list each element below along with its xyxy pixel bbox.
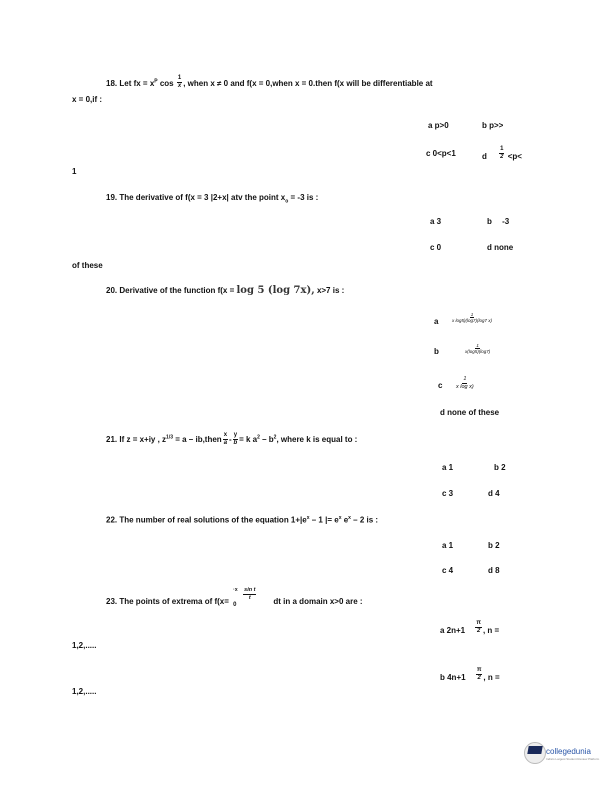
q23-text-a: The points of extrema of f(x= bbox=[119, 597, 229, 607]
q20-line bbox=[106, 286, 344, 296]
q18-option-d bbox=[482, 146, 522, 160]
q23-int-fraction: $\frac{\text{sin t}}{t}$ bbox=[244, 587, 256, 601]
q21-line bbox=[106, 433, 357, 447]
q22-sup1: x bbox=[306, 515, 310, 521]
q20-option-b-den: x(log5)(log7) bbox=[465, 349, 491, 355]
q23-option-b-tail: , n = bbox=[483, 673, 500, 683]
q21-frac-y: $\frac{y}{b}$ bbox=[233, 432, 238, 446]
q19-option-overflow: of these bbox=[72, 261, 103, 270]
q19-sub0: o bbox=[285, 198, 289, 205]
q21-sup: 1/3 bbox=[166, 434, 173, 441]
q19-option-a: a 3 bbox=[430, 217, 442, 226]
q19-text-tail: = -3 is : bbox=[290, 193, 319, 202]
q22-text-a: The number of real solutions of the equation 1+|e bbox=[119, 515, 307, 525]
q20-option-c-den: x log x) bbox=[456, 383, 474, 390]
q21-frac-x: $\frac{x}{a}$ bbox=[223, 432, 228, 446]
q20-option-a-den: x log5)(log7)(log7 x) bbox=[452, 318, 493, 324]
q18-text-b: cos bbox=[159, 79, 174, 89]
q23-option-b-fraction: $\frac{\pi}{2}$ bbox=[476, 667, 482, 681]
graduation-cap-icon bbox=[524, 742, 546, 764]
logo-name: collegedunia bbox=[546, 747, 591, 756]
q21-text-c: = k a bbox=[239, 435, 258, 445]
q20-option-c-label: c bbox=[438, 381, 443, 390]
q21-sup2: 2 bbox=[257, 434, 260, 441]
q18-option-b: b p>> bbox=[482, 121, 504, 130]
q18-text-c: , when x bbox=[183, 79, 215, 89]
q21-text-a: If z = x+iy , z bbox=[119, 435, 167, 445]
q23-option-b bbox=[440, 667, 500, 681]
q18-text-d: 0 and f(x = 0,when x = 0.then f(x will be differentiable at bbox=[223, 79, 433, 89]
q22-sup2: x bbox=[338, 515, 342, 521]
q23-option-a-text: a 2n+1 bbox=[440, 626, 466, 636]
q20-option-b-fraction bbox=[465, 341, 490, 355]
q22-text-c: e bbox=[343, 515, 349, 525]
q20-option-a-fraction bbox=[452, 310, 492, 324]
q22-option-c: c 4 bbox=[442, 566, 454, 575]
q23-option-a bbox=[440, 620, 499, 634]
q18-continuation: x = 0,if : bbox=[72, 95, 103, 104]
q18-option-d-tail: <p< bbox=[507, 152, 522, 162]
q19-option-d: d none bbox=[487, 243, 514, 252]
q20-option-b-num: 1 bbox=[476, 343, 479, 348]
q18-option-d-fraction: $\frac{1}{2}$ bbox=[500, 146, 504, 160]
q18-fraction: $\frac{1}{x}$ bbox=[177, 75, 182, 89]
q21-text-d: – b bbox=[262, 435, 274, 445]
q20-option-d: d none of these bbox=[440, 408, 500, 417]
q23-int-lower: 0 bbox=[233, 602, 237, 608]
q19-option-c: c 0 bbox=[430, 243, 442, 252]
q18-option-c: c 0<p<1 bbox=[426, 149, 456, 158]
q18-option-d-label: d bbox=[482, 152, 487, 162]
q21-sup3: 2 bbox=[273, 434, 277, 441]
q19-line bbox=[106, 194, 318, 205]
q20-expression: log 5 (log 7x), bbox=[236, 285, 315, 296]
q21-number: 21. bbox=[106, 435, 118, 445]
q23-integral bbox=[231, 587, 271, 608]
q18-neq: ≠ bbox=[217, 79, 222, 89]
q23-option-a-fraction: $\frac{\pi}{2}$ bbox=[476, 620, 481, 634]
q20-option-c-num: 1 bbox=[463, 376, 467, 382]
q18-sup-p: P bbox=[154, 78, 158, 85]
q19-option-b bbox=[487, 218, 509, 226]
q22-text-d: – 2 is : bbox=[353, 515, 379, 525]
q20-text-tail: x>7 is : bbox=[316, 286, 345, 295]
q18-option-a: a p>0 bbox=[428, 121, 449, 130]
q23-option-b-overflow: 1,2,..... bbox=[72, 687, 97, 696]
q21-option-a: a 1 bbox=[442, 463, 454, 472]
q22-line bbox=[106, 516, 378, 525]
q21-option-b: b 2 bbox=[494, 463, 506, 472]
q23-option-a-tail: , n = bbox=[482, 626, 500, 636]
q20-number: 20. bbox=[106, 286, 118, 295]
q22-option-b: b 2 bbox=[488, 541, 500, 550]
q22-sup3: x bbox=[348, 515, 351, 521]
q22-option-a: a 1 bbox=[442, 541, 454, 550]
q22-option-d: d 8 bbox=[488, 566, 500, 575]
q23-number: 23. bbox=[106, 597, 118, 607]
q23-option-a-overflow: 1,2,..... bbox=[72, 641, 97, 650]
q23-int-upper: ·x bbox=[233, 587, 238, 593]
q18-text-a: Let fx = x bbox=[119, 79, 155, 89]
collegedunia-logo bbox=[524, 738, 604, 778]
q19-number: 19. bbox=[106, 193, 118, 202]
q18-number: 18. bbox=[106, 79, 118, 89]
q23-line bbox=[106, 587, 363, 608]
q21-option-c: c 3 bbox=[442, 489, 454, 498]
q19-text: The derivative of f(x = 3 |2+x| atv the point x bbox=[119, 193, 286, 202]
q20-option-c-fraction bbox=[456, 374, 474, 390]
q21-minus: - bbox=[229, 435, 232, 445]
q22-number: 22. bbox=[106, 515, 118, 525]
q20-option-b-label: b bbox=[434, 347, 439, 356]
q18-option-overflow: 1 bbox=[72, 167, 77, 176]
q23-text-b: dt in a domain x>0 are : bbox=[273, 597, 363, 607]
logo-tagline: India's Largest Student Review Platform bbox=[546, 757, 600, 761]
q22-text-b: – 1 |= e bbox=[311, 515, 339, 525]
q19-option-b-value: -3 bbox=[502, 217, 510, 226]
q19-option-b-label: b bbox=[487, 217, 492, 226]
q20-option-a-label: a bbox=[434, 317, 439, 326]
q23-option-b-text: b 4n+1 bbox=[440, 673, 466, 683]
q20-text: Derivative of the function f(x = bbox=[119, 286, 235, 295]
q21-text-b: = a – ib,then bbox=[175, 435, 222, 445]
q20-option-a-num: 1 bbox=[470, 312, 474, 317]
q18-line bbox=[106, 77, 433, 91]
q21-option-d: d 4 bbox=[488, 489, 500, 498]
q21-text-e: , where k is equal to : bbox=[276, 435, 358, 445]
